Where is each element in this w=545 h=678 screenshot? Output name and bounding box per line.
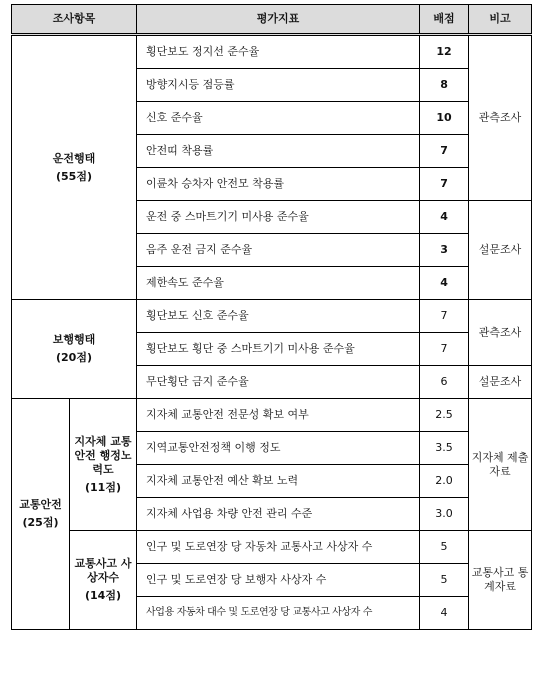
table-header-row xyxy=(12,5,532,35)
category-name: 운전행태 xyxy=(52,151,96,165)
header-indicator: 평가지표 xyxy=(137,5,420,35)
table-row xyxy=(12,35,532,69)
indicator-cell: 제한속도 준수율 xyxy=(137,267,420,300)
score-cell: 7 xyxy=(420,300,469,333)
score-cell: 3.5 xyxy=(420,432,469,465)
indicator-cell: 인구 및 도로연장 당 자동차 교통사고 사상자 수 xyxy=(137,531,420,564)
table-row xyxy=(12,531,532,564)
score-cell: 5 xyxy=(420,531,469,564)
score-cell: 7 xyxy=(420,135,469,168)
evaluation-table xyxy=(11,4,532,630)
indicator-cell: 지자체 사업용 차량 안전 관리 수준 xyxy=(137,498,420,531)
indicator-cell: 안전띠 착용률 xyxy=(137,135,420,168)
indicator-cell: 무단횡단 금지 준수율 xyxy=(137,366,420,399)
header-note: 비고 xyxy=(469,5,532,35)
score-cell: 6 xyxy=(420,366,469,399)
indicator-cell: 운전 중 스마트기기 미사용 준수율 xyxy=(137,201,420,234)
score-cell: 2.0 xyxy=(420,465,469,498)
score-cell: 8 xyxy=(420,69,469,102)
score-cell: 7 xyxy=(420,333,469,366)
subcategory-admin-effort xyxy=(70,399,137,531)
indicator-cell: 음주 운전 금지 준수율 xyxy=(137,234,420,267)
category-traffic-safety xyxy=(12,399,70,630)
category-points: (25점) xyxy=(22,516,59,529)
indicator-cell: 지자체 교통안전 전문성 확보 여부 xyxy=(137,399,420,432)
score-cell: 4 xyxy=(420,267,469,300)
note-cell: 관측조사 xyxy=(469,300,532,366)
category-name: 보행행태 xyxy=(52,333,96,346)
note-cell: 교통사고 통계자료 xyxy=(469,531,532,630)
indicator-cell: 방향지시등 점등률 xyxy=(137,69,420,102)
table-row xyxy=(12,399,532,432)
note-cell: 설문조사 xyxy=(469,366,532,399)
indicator-cell: 이륜차 승차자 안전모 착용률 xyxy=(137,168,420,201)
score-cell: 3 xyxy=(420,234,469,267)
subcategory-name: 교통사고 사상자수 xyxy=(74,557,132,584)
score-cell: 4 xyxy=(420,597,469,630)
indicator-cell: 지자체 교통안전 예산 확보 노력 xyxy=(137,465,420,498)
score-cell: 2.5 xyxy=(420,399,469,432)
indicator-cell: 횡단보도 신호 준수율 xyxy=(137,300,420,333)
subcategory-name: 지자체 교통안전 행정노력도 xyxy=(74,434,132,476)
indicator-cell: 사업용 자동차 대수 및 도로연장 당 교통사고 사상자 수 xyxy=(137,597,420,630)
indicator-cell: 횡단보도 횡단 중 스마트기기 미사용 준수율 xyxy=(137,333,420,366)
indicator-cell: 신호 준수율 xyxy=(137,102,420,135)
subcategory-points: (14점) xyxy=(85,589,121,602)
category-points: (55점) xyxy=(56,169,92,183)
note-cell: 관측조사 xyxy=(469,35,532,201)
category-walking xyxy=(12,300,137,399)
score-cell: 10 xyxy=(420,102,469,135)
score-cell: 5 xyxy=(420,564,469,597)
header-category: 조사항목 xyxy=(12,5,137,35)
category-points: (20점) xyxy=(56,351,92,364)
note-cell: 설문조사 xyxy=(469,201,532,300)
score-cell: 12 xyxy=(420,35,469,69)
subcategory-points: (11점) xyxy=(85,480,121,494)
category-driving xyxy=(12,35,137,300)
table-row xyxy=(12,300,532,333)
category-name: 교통안전 xyxy=(19,498,62,511)
indicator-cell: 횡단보도 정지선 준수율 xyxy=(137,35,420,69)
score-cell: 4 xyxy=(420,201,469,234)
score-cell: 3.0 xyxy=(420,498,469,531)
score-cell: 7 xyxy=(420,168,469,201)
subcategory-casualties xyxy=(70,531,137,630)
header-score: 배점 xyxy=(420,5,469,35)
indicator-cell: 지역교통안전정책 이행 정도 xyxy=(137,432,420,465)
indicator-cell: 인구 및 도로연장 당 보행자 사상자 수 xyxy=(137,564,420,597)
note-cell: 지자체 제출자료 xyxy=(469,399,532,531)
